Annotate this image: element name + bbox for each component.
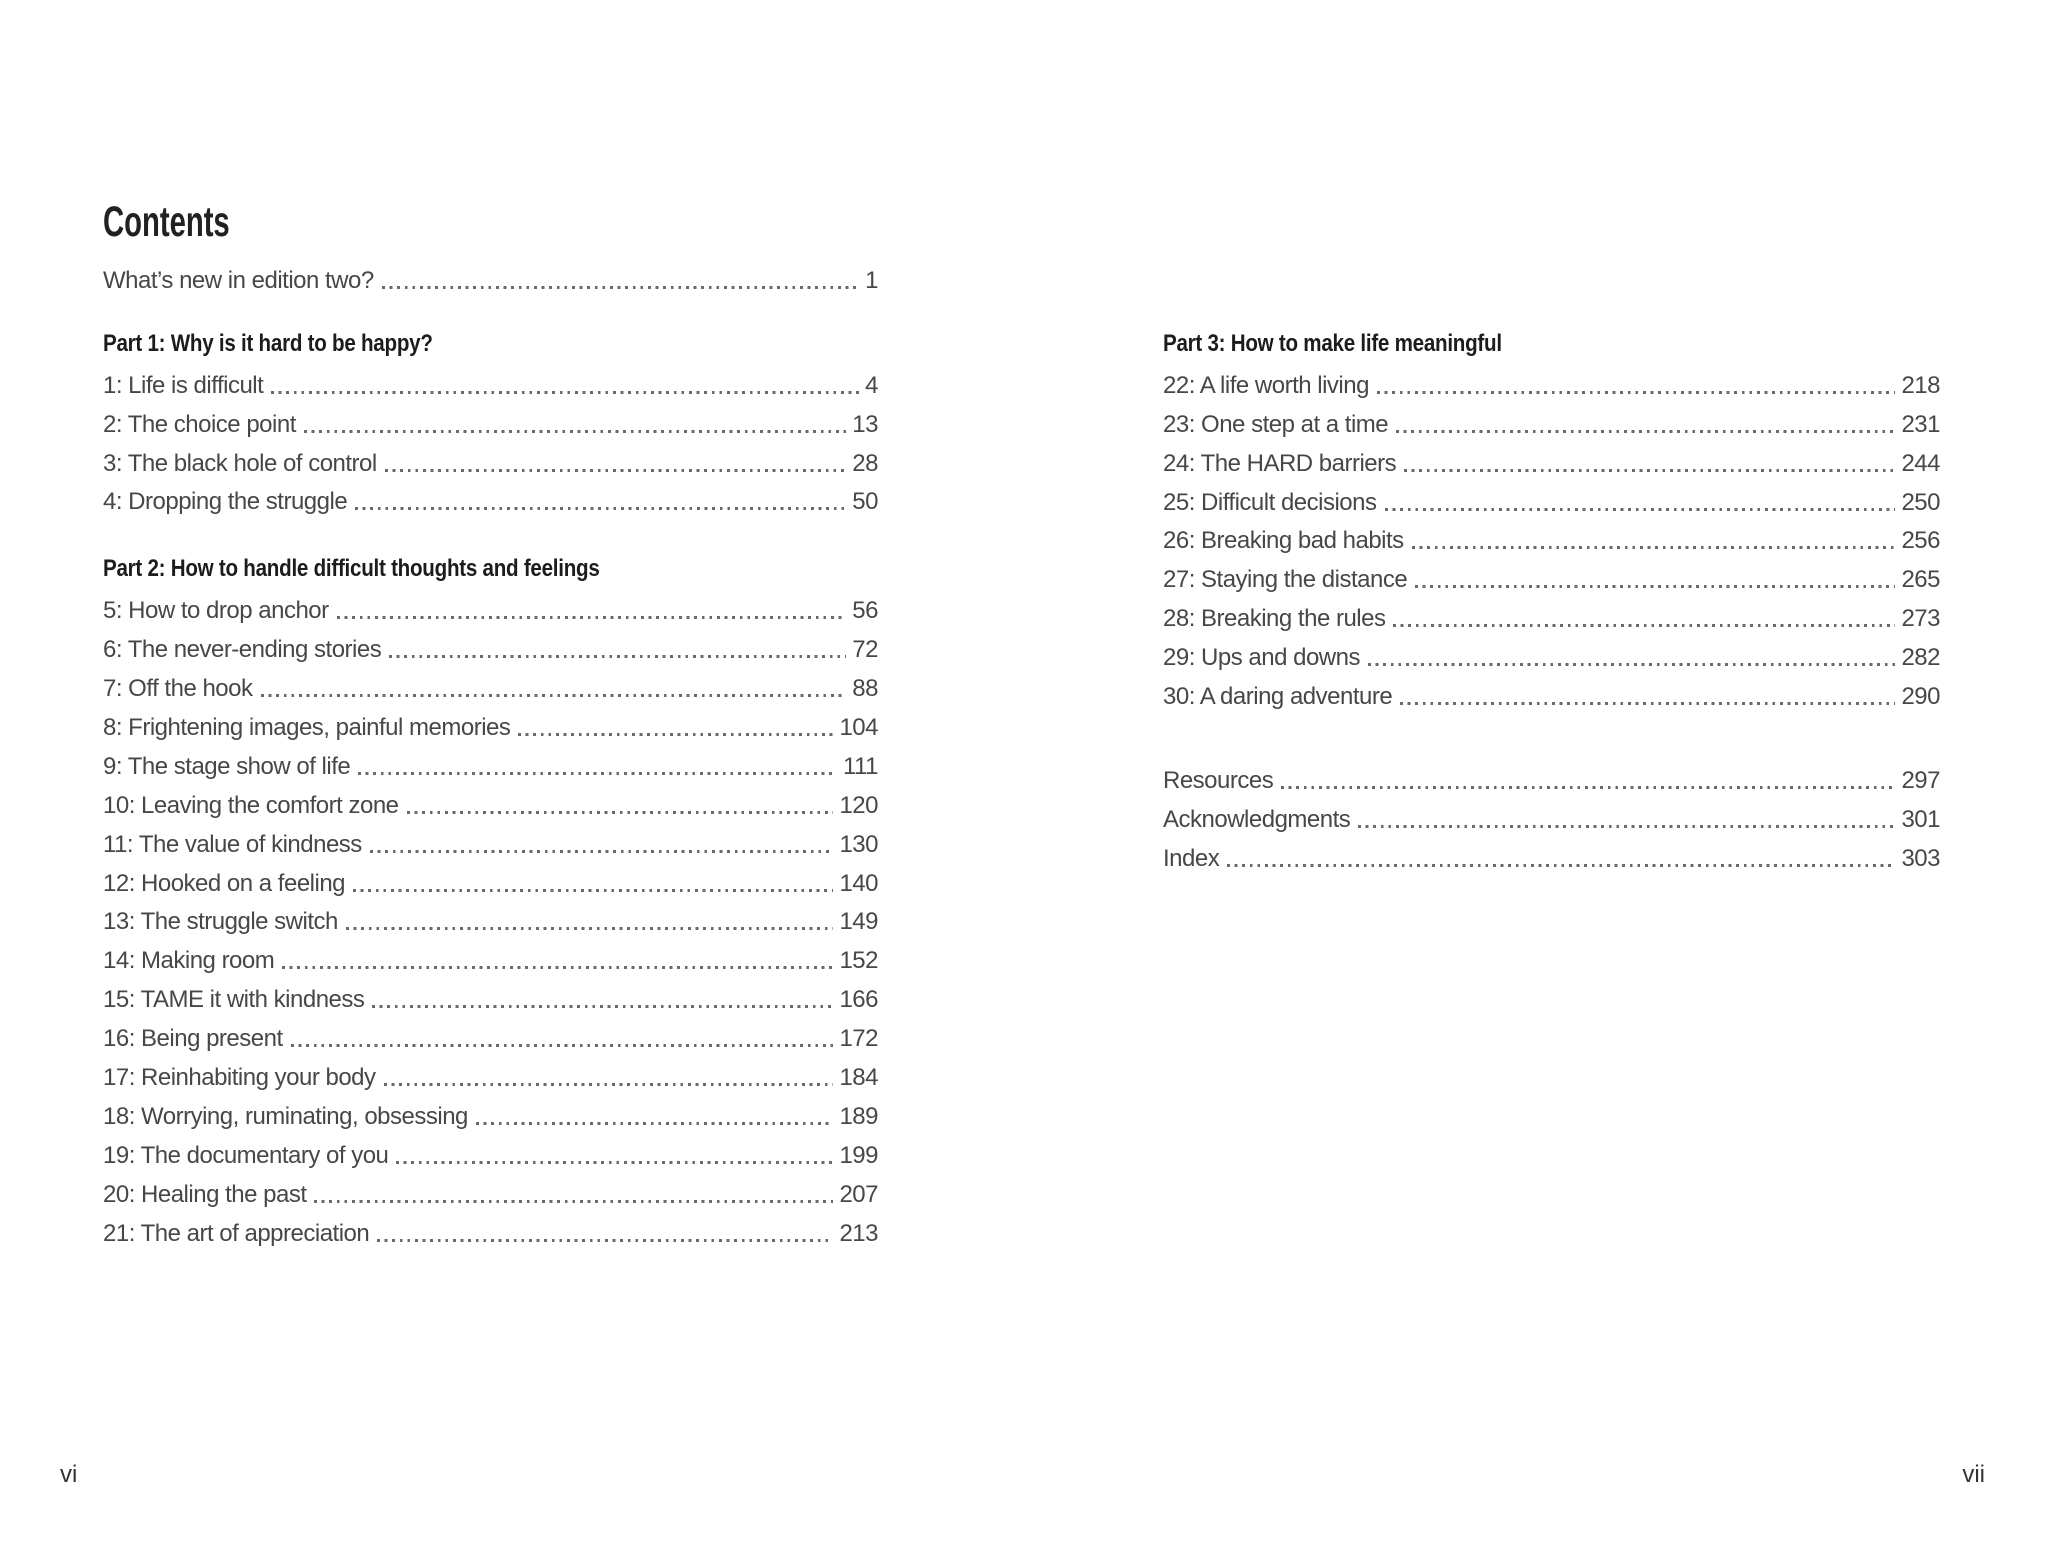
dot-leader: [372, 1005, 833, 1008]
toc-entry-label: 23: One step at a time: [1163, 410, 1389, 438]
right-toc-column: [1163, 329, 1940, 872]
toc-entry: [103, 1130, 878, 1169]
dot-leader: [382, 286, 859, 289]
dot-leader: [385, 469, 847, 472]
toc-entry: [103, 663, 878, 702]
toc-entry: [103, 624, 878, 663]
dot-leader: [518, 733, 833, 736]
toc-entry: [103, 1013, 878, 1052]
dot-leader: [1358, 825, 1895, 828]
toc-entry-page: 265: [1901, 566, 1940, 594]
toc-entry: [103, 1169, 878, 1208]
toc-entry: [1163, 671, 1940, 710]
toc-entry-label: 7: Off the hook: [103, 675, 253, 703]
part-heading: Part 1: Why is it hard to be happy?: [103, 329, 433, 357]
toc-entry: [1163, 399, 1940, 438]
dot-leader: [282, 966, 833, 969]
toc-entry: [103, 935, 878, 974]
toc-entry-page: 297: [1901, 766, 1940, 794]
toc-entry-label: 16: Being present: [103, 1025, 283, 1053]
toc-entry-page: 166: [839, 986, 878, 1014]
toc-entry-page: 303: [1901, 844, 1940, 872]
toc-entry: [103, 780, 878, 819]
toc-entry-page: 111: [843, 752, 878, 780]
toc-entry-page: 218: [1901, 371, 1940, 399]
dot-leader: [389, 655, 846, 658]
toc-entry: [103, 1208, 878, 1247]
folio-right: vii: [1962, 1461, 1985, 1488]
toc-entry-label: 17: Reinhabiting your body: [103, 1064, 376, 1092]
front-matter-entries: [103, 255, 878, 294]
right-sections: [1163, 329, 1940, 710]
toc-entry-page: 56: [852, 597, 878, 625]
toc-items: [103, 360, 878, 516]
toc-entry: [1163, 794, 1940, 833]
dot-leader: [370, 850, 834, 853]
toc-entry-page: 172: [839, 1025, 878, 1053]
toc-entry-page: 256: [1901, 527, 1940, 555]
toc-entry-page: 88: [852, 675, 878, 703]
toc-entry: [1163, 438, 1940, 477]
folio-left: vi: [60, 1461, 78, 1488]
dot-leader: [314, 1200, 833, 1203]
toc-entry-page: 244: [1901, 449, 1940, 477]
toc-entry-label: Resources: [1163, 766, 1274, 794]
toc-entry-page: 152: [839, 947, 878, 975]
toc-entry: [1163, 360, 1940, 399]
toc-entry-page: 213: [839, 1219, 878, 1247]
toc-entry-label: 24: The HARD barriers: [1163, 449, 1397, 477]
toc-entry: [103, 1091, 878, 1130]
toc-section: [103, 329, 878, 516]
dot-leader: [291, 1044, 834, 1047]
part-heading: Part 3: How to make life meaningful: [1163, 330, 1502, 357]
toc-entry-page: 282: [1901, 644, 1940, 672]
dot-leader: [1385, 508, 1896, 511]
dot-leader: [1393, 624, 1895, 627]
toc-entry: [103, 399, 878, 438]
toc-entry-label: 29: Ups and downs: [1163, 644, 1360, 672]
toc-entry-page: 13: [852, 410, 878, 438]
toc-entry-page: 189: [839, 1102, 878, 1130]
toc-entry-page: 4: [865, 371, 878, 399]
toc-entry: [103, 438, 878, 477]
toc-entry-label: 2: The choice point: [103, 410, 296, 438]
toc-entry-label: 27: Staying the distance: [1163, 566, 1408, 594]
toc-entry: [103, 255, 878, 294]
toc-entry-label: 15: TAME it with kindness: [103, 986, 365, 1014]
dot-leader: [1281, 786, 1895, 789]
toc-entry-label: 21: The art of appreciation: [103, 1219, 370, 1247]
toc-entry: [103, 858, 878, 897]
toc-entry-page: 28: [852, 449, 878, 477]
dot-leader: [1400, 702, 1895, 705]
toc-entry-label: 5: How to drop anchor: [103, 597, 329, 625]
dot-leader: [304, 430, 846, 433]
toc-entry-label: 25: Difficult decisions: [1163, 488, 1377, 516]
toc-entry-page: 250: [1901, 488, 1940, 516]
dot-leader: [353, 889, 833, 892]
toc-entry-label: 9: The stage show of life: [103, 752, 351, 780]
toc-entry: [103, 702, 878, 741]
dot-leader: [476, 1122, 834, 1125]
dot-leader: [261, 694, 847, 697]
toc-entry-label: 22: A life worth living: [1163, 371, 1369, 399]
toc-entry: [103, 1052, 878, 1091]
toc-entry-label: 30: A daring adventure: [1163, 683, 1393, 711]
toc-entry: [103, 897, 878, 936]
toc-entry: [1163, 477, 1940, 516]
dot-leader: [358, 772, 837, 775]
dot-leader: [355, 507, 846, 510]
toc-entry-page: 140: [839, 869, 878, 897]
toc-entry-label: 8: Frightening images, painful memories: [103, 714, 511, 742]
toc-entry: [103, 585, 878, 624]
toc-entry-page: 104: [839, 714, 878, 742]
toc-entry-label: 26: Breaking bad habits: [1163, 527, 1404, 555]
left-toc-column: [103, 190, 878, 1247]
toc-entry-label: 14: Making room: [103, 947, 275, 975]
toc-entry-label: 12: Hooked on a feeling: [103, 869, 346, 897]
dot-leader: [271, 391, 859, 394]
toc-entry-label: 3: The black hole of control: [103, 449, 377, 477]
toc-entry-label: 4: Dropping the struggle: [103, 488, 348, 516]
back-matter-entries: [1163, 755, 1940, 872]
dot-leader: [1396, 430, 1895, 433]
page-title: Contents: [103, 198, 230, 246]
toc-entry-label: 11: The value of kindness: [103, 830, 362, 858]
dot-leader: [1377, 391, 1896, 394]
toc-entry-label: 13: The struggle switch: [103, 908, 338, 936]
toc-entry-page: 273: [1901, 605, 1940, 633]
toc-entry-page: 1: [865, 266, 878, 294]
toc-entry-page: 301: [1901, 805, 1940, 833]
toc-entry: [1163, 554, 1940, 593]
toc-entry-page: 207: [839, 1180, 878, 1208]
toc-entry: [1163, 755, 1940, 794]
toc-entry-label: 10: Leaving the comfort zone: [103, 791, 399, 819]
toc-items: [103, 585, 878, 1246]
toc-entry: [1163, 593, 1940, 632]
dot-leader: [337, 616, 847, 619]
dot-leader: [1415, 585, 1895, 588]
toc-entry: [103, 819, 878, 858]
toc-entry-label: Acknowledgments: [1163, 805, 1351, 833]
toc-entry-page: 149: [839, 908, 878, 936]
toc-entry-label: 1: Life is difficult: [103, 371, 264, 399]
right-page: [1024, 0, 2048, 1542]
toc-entry: [103, 741, 878, 780]
toc-entry-page: 184: [839, 1064, 878, 1092]
dot-leader: [377, 1239, 833, 1242]
toc-entry-page: 231: [1901, 410, 1940, 438]
toc-entry: [103, 360, 878, 399]
dot-leader: [346, 927, 834, 930]
left-sections: [103, 329, 878, 1247]
dot-leader: [396, 1161, 833, 1164]
toc-section: [1163, 329, 1940, 710]
toc-entry-label: What’s new in edition two?: [103, 266, 374, 294]
toc-entry: [103, 477, 878, 516]
toc-items: [1163, 360, 1940, 710]
toc-entry: [103, 974, 878, 1013]
toc-entry-page: 290: [1901, 683, 1940, 711]
toc-entry-label: 19: The documentary of you: [103, 1141, 389, 1169]
toc-entry-label: 20: Healing the past: [103, 1180, 307, 1208]
dot-leader: [1227, 864, 1895, 867]
dot-leader: [407, 811, 834, 814]
toc-entry-page: 50: [852, 488, 878, 516]
toc-entry-page: 72: [852, 636, 878, 664]
toc-entry-label: Index: [1163, 844, 1220, 872]
toc-entry-page: 130: [839, 830, 878, 858]
dot-leader: [1404, 469, 1895, 472]
toc-entry-label: 28: Breaking the rules: [1163, 605, 1386, 633]
part-heading: Part 2: How to handle difficult thoughts and feelings: [103, 555, 600, 583]
toc-section: [103, 554, 878, 1246]
toc-entry-page: 120: [839, 791, 878, 819]
dot-leader: [384, 1083, 834, 1086]
toc-entry-label: 18: Worrying, ruminating, obsessing: [103, 1102, 468, 1130]
dot-leader: [1368, 663, 1895, 666]
toc-entry: [1163, 632, 1940, 671]
toc-entry-label: 6: The never-ending stories: [103, 636, 382, 664]
toc-entry: [1163, 516, 1940, 555]
toc-entry-page: 199: [839, 1141, 878, 1169]
toc-entry: [1163, 833, 1940, 872]
dot-leader: [1412, 546, 1896, 549]
